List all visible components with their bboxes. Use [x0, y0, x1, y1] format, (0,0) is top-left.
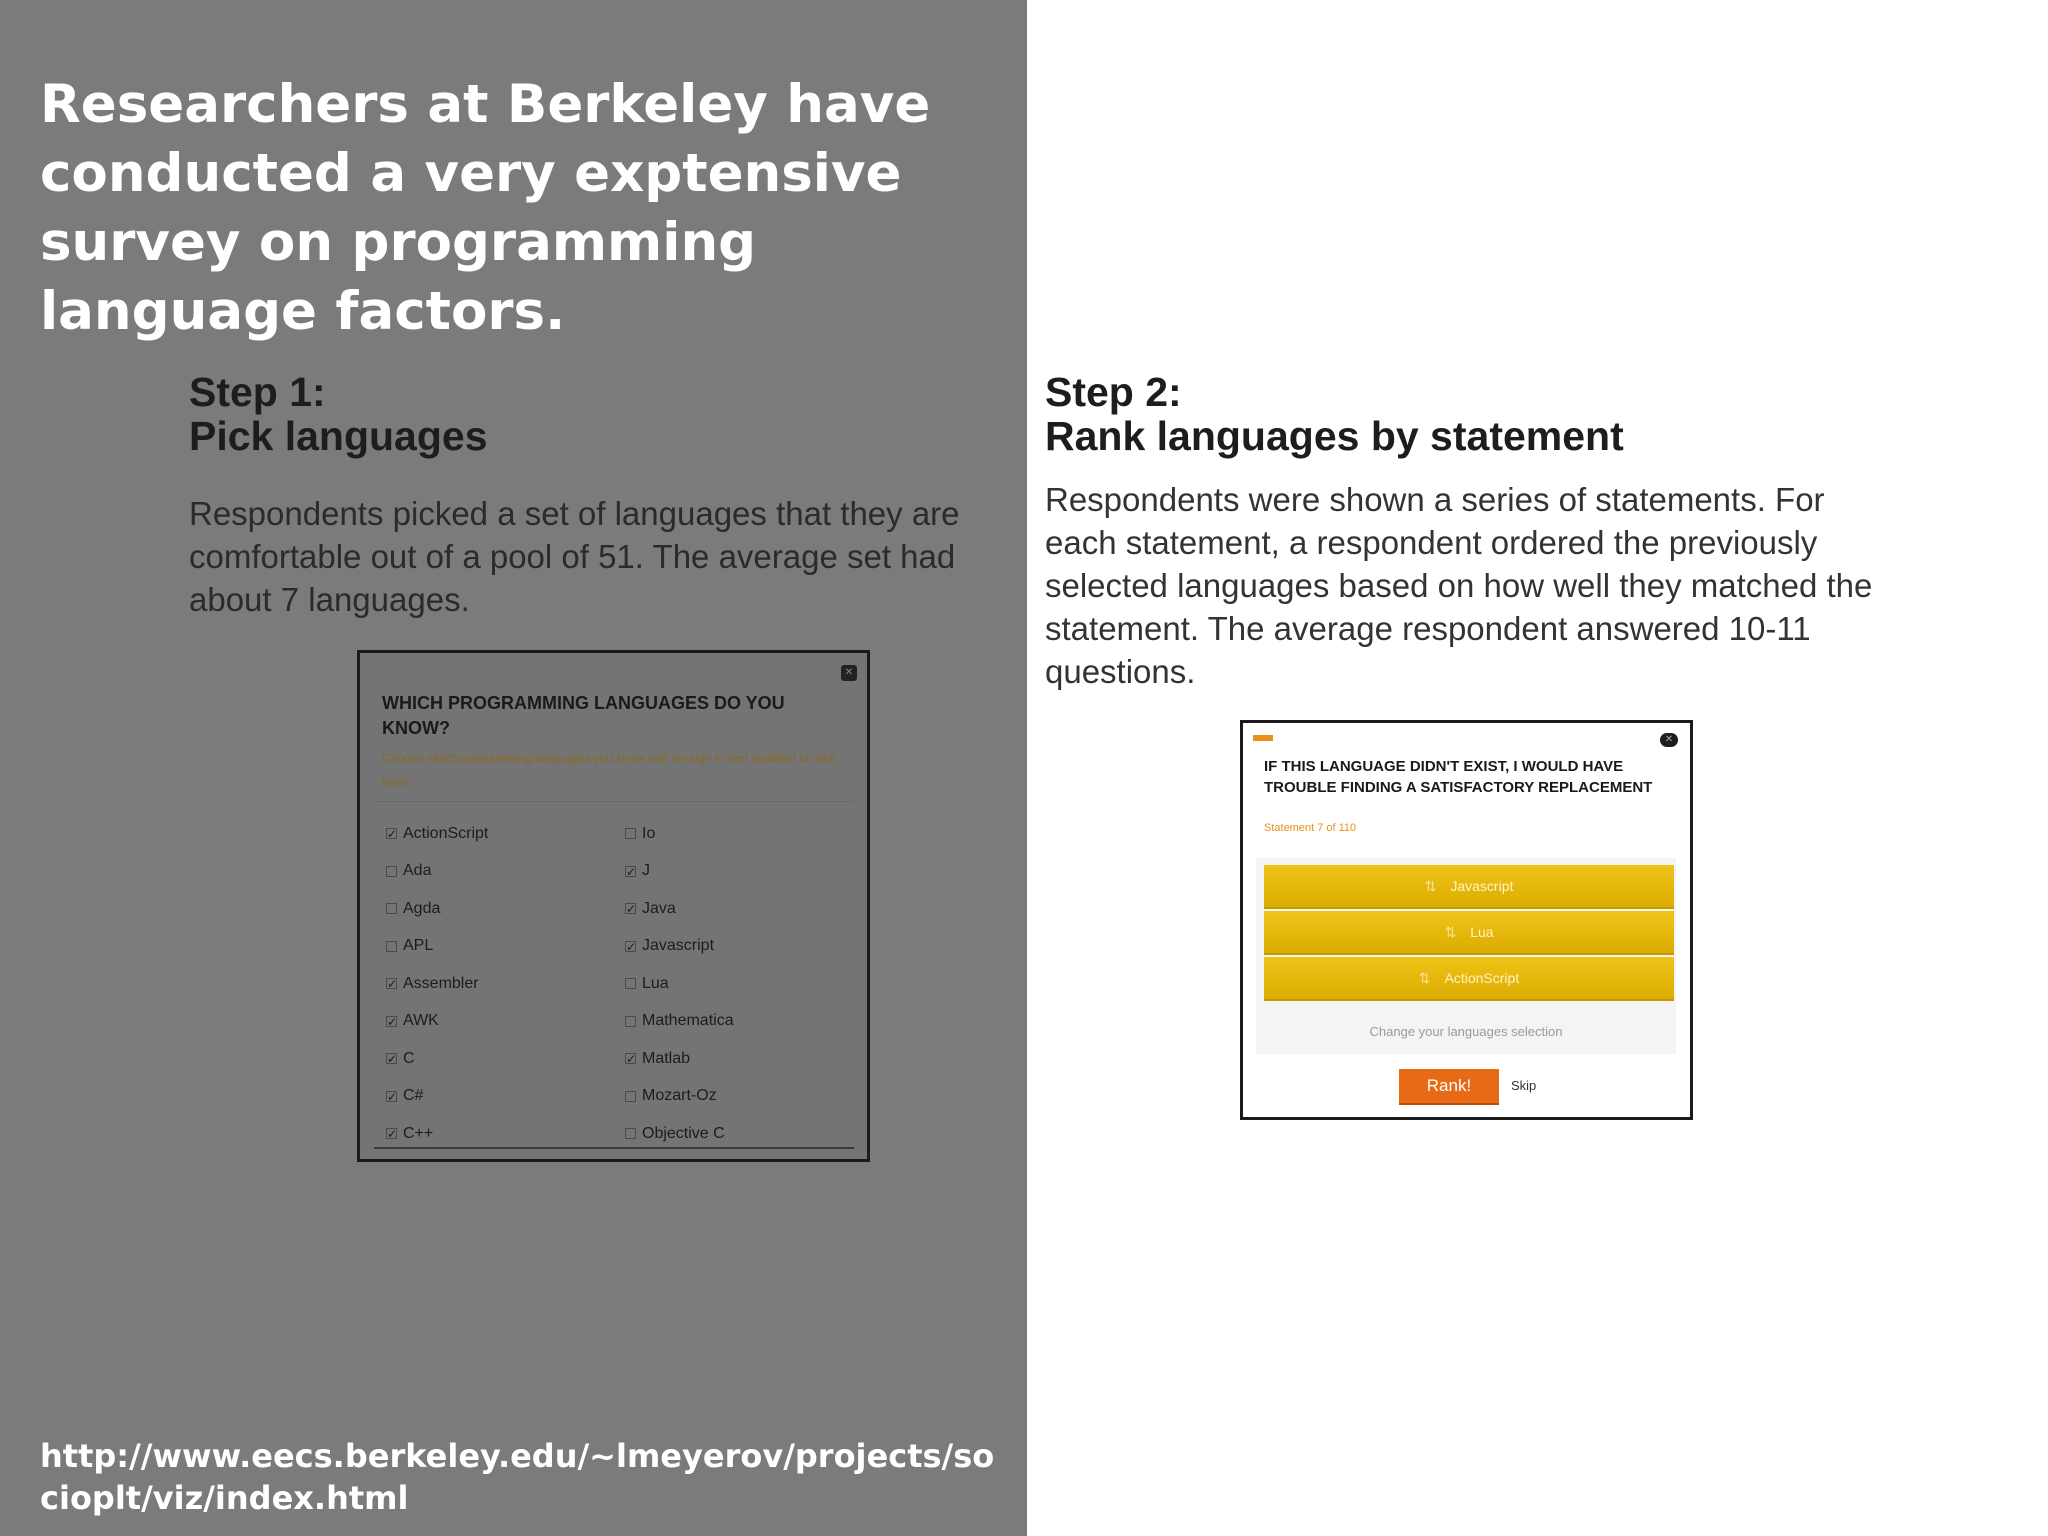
close-icon[interactable]: ✕ [841, 665, 857, 681]
step2-title-line1: Step 2: [1045, 369, 1182, 415]
language-option-label: C [403, 1049, 415, 1067]
language-option-label: C++ [403, 1124, 434, 1142]
language-option[interactable] [625, 965, 734, 1003]
language-option[interactable] [625, 853, 734, 891]
ranking-area [1256, 858, 1676, 1054]
step2-title-line2: Rank languages by statement [1045, 413, 1624, 459]
rank-languages-screenshot [1240, 720, 1693, 1120]
language-option-label: C# [403, 1087, 424, 1105]
language-option[interactable] [625, 928, 734, 966]
pick-heading: WHICH PROGRAMMING LANGUAGES DO YOU KNOW? [382, 693, 785, 738]
checkbox-checked[interactable]: ✓ [626, 1052, 637, 1067]
statement-heading: IF THIS LANGUAGE DIDN'T EXIST, I WOULD HAVE TROUBLE FINDING A SATISFACTORY REPLACEMENT [1264, 758, 1653, 796]
step1-title-line2: Pick languages [189, 413, 488, 459]
language-option-label: AWK [403, 1012, 439, 1030]
language-option[interactable] [386, 1003, 488, 1041]
ranked-language-label: ActionScript [1444, 970, 1520, 986]
drag-handle-icon[interactable]: ⇅ [1418, 970, 1431, 986]
language-option-label: Ada [403, 862, 432, 880]
close-icon[interactable]: ✕ [1660, 733, 1678, 747]
checkbox-checked[interactable]: ✓ [387, 977, 398, 992]
checkbox-checked[interactable]: ✓ [626, 864, 637, 879]
language-option[interactable] [386, 928, 488, 966]
progress-indicator [1253, 735, 1273, 741]
rank-button[interactable]: Rank! [1399, 1069, 1499, 1105]
language-option-label: APL [403, 937, 434, 955]
language-column-right [625, 815, 734, 1153]
language-option-label: Javascript [642, 937, 715, 955]
language-option[interactable] [386, 1078, 488, 1116]
step1-description: Respondents picked a set of languages that they are comfortable out of a pool of 51. The average set had about 7 languages. [189, 495, 960, 618]
language-option-label: Assembler [403, 974, 479, 992]
language-option[interactable] [386, 1040, 488, 1078]
language-option-label: J [642, 862, 650, 880]
slide-headline: Researchers at Berkeley have conducted a very exptensive survey on programming language factors. [40, 74, 931, 342]
language-option-label: ActionScript [403, 824, 489, 842]
language-option[interactable] [386, 890, 488, 928]
drag-handle-icon[interactable]: ⇅ [1424, 878, 1437, 894]
ranked-language-label: Lua [1470, 924, 1494, 940]
pick-subheading: Choose which programming languages you know well enough to feel qualified to rank them. [382, 751, 836, 789]
checkbox[interactable] [386, 903, 397, 914]
language-option[interactable] [625, 1003, 734, 1041]
step1-title [189, 370, 1009, 458]
language-option[interactable] [386, 815, 488, 853]
language-option-label: Mozart-Oz [642, 1087, 717, 1105]
checkbox[interactable] [625, 1128, 636, 1139]
language-option-label: Objective C [642, 1124, 725, 1142]
language-option-label: Agda [403, 899, 441, 917]
language-option-label: Io [642, 824, 656, 842]
language-column-left [386, 815, 488, 1153]
change-selection-link[interactable]: Change your languages selection [1369, 1024, 1563, 1039]
ranked-language-bar[interactable] [1264, 911, 1674, 955]
divider [374, 1147, 854, 1149]
checkbox-checked[interactable]: ✓ [387, 1127, 398, 1142]
checkbox[interactable] [386, 941, 397, 952]
checkbox[interactable] [625, 978, 636, 989]
divider [374, 801, 854, 802]
language-option[interactable] [386, 853, 488, 891]
pick-languages-screenshot [357, 650, 870, 1162]
language-option[interactable] [625, 815, 734, 853]
step2-description: Respondents were shown a series of statements. For each statement, a respondent ordered the previously selected languages based on how well they matched the statement. The average respondent answered 10-11 questions. [1045, 481, 1873, 690]
language-option[interactable] [625, 1040, 734, 1078]
checkbox-checked[interactable]: ✓ [387, 1052, 398, 1067]
ranked-language-bar[interactable] [1264, 865, 1674, 909]
checkbox[interactable] [625, 1016, 636, 1027]
checkbox-checked[interactable]: ✓ [387, 827, 398, 842]
language-option-label: Lua [642, 974, 669, 992]
checkbox-checked[interactable]: ✓ [387, 1014, 398, 1029]
language-option-label: Mathematica [642, 1012, 734, 1030]
statement-counter: Statement 7 of 110 [1264, 822, 1357, 834]
ranked-language-bar[interactable] [1264, 957, 1674, 1001]
language-option[interactable] [386, 965, 488, 1003]
ranked-language-label: Javascript [1450, 878, 1514, 894]
language-option-label: Java [642, 899, 676, 917]
checkbox-checked[interactable]: ✓ [387, 1089, 398, 1104]
step2-title [1045, 370, 1945, 458]
checkbox[interactable] [625, 828, 636, 839]
checkbox[interactable] [386, 866, 397, 877]
checkbox-checked[interactable]: ✓ [626, 902, 637, 917]
language-option[interactable] [625, 1078, 734, 1116]
checkbox-checked[interactable]: ✓ [626, 939, 637, 954]
skip-link[interactable]: Skip [1511, 1078, 1537, 1093]
source-url[interactable]: http://www.eecs.berkeley.edu/~lmeyerov/projects/socioplt/viz/index.html [40, 1437, 995, 1517]
language-option-label: Matlab [642, 1049, 691, 1067]
language-option[interactable] [625, 890, 734, 928]
checkbox[interactable] [625, 1091, 636, 1102]
drag-handle-icon[interactable]: ⇅ [1444, 924, 1457, 940]
step1-title-line1: Step 1: [189, 369, 326, 415]
